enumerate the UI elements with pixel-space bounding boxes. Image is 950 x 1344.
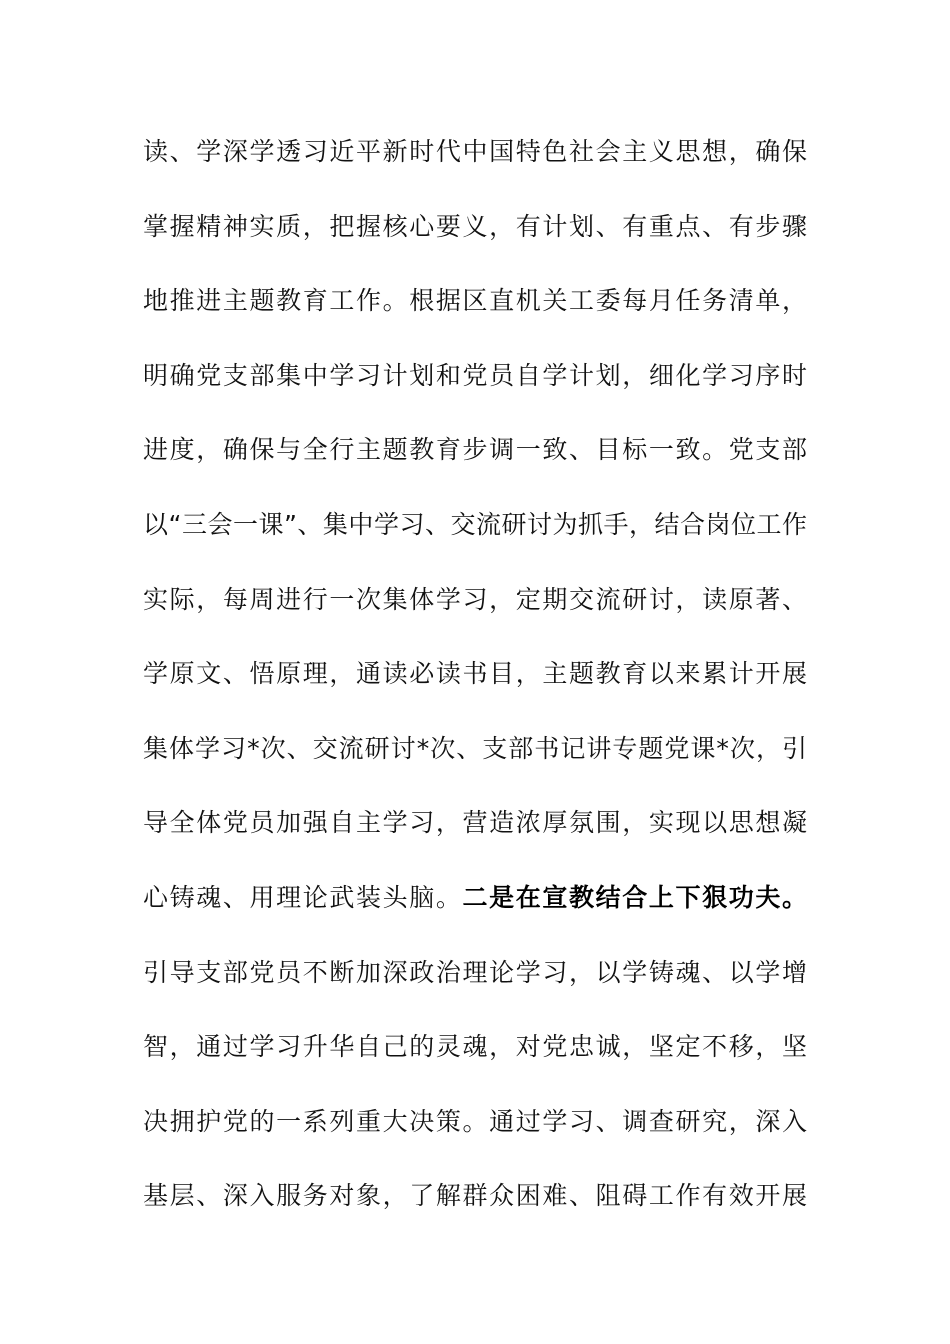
- text-line: 进度，确保与全行主题教育步调一致、目标一致。党支部: [143, 435, 807, 465]
- text-line: 实际，每周进行一次集体学习，定期交流研讨，读原著、: [143, 584, 807, 614]
- bold-subheading: 二是在宣教结合上下狠功夫。: [462, 882, 807, 912]
- text-line: 导全体党员加强自主学习，营造浓厚氛围，实现以思想凝: [143, 808, 807, 838]
- text-line: 以“三会一课”、集中学习、交流研讨为抓手，结合岗位工作: [143, 509, 807, 539]
- text-line: 基层、深入服务对象，了解群众困难、阻碍工作有效开展: [143, 1181, 807, 1211]
- text-line: 决拥护党的一系列重大决策。通过学习、调查研究，深入: [143, 1106, 807, 1136]
- text-segment: 心铸魂、用理论武装头脑。: [143, 882, 463, 912]
- body-text: [143, 128, 807, 1247]
- text-line: 读、学深学透习近平新时代中国特色社会主义思想，确保: [143, 137, 807, 166]
- text-line: 掌握精神实质，把握核心要义，有计划、有重点、有步骤: [143, 211, 807, 241]
- text-line: 明确党支部集中学习计划和党员自学计划，细化学习序时: [143, 360, 807, 390]
- text-line: 智，通过学习升华自己的灵魂，对党忠诚，坚定不移，坚: [143, 1032, 807, 1062]
- text-line: 引导支部党员不断加深政治理论学习，以学铸魂、以学增: [143, 957, 807, 987]
- text-line: 学原文、悟原理，通读必读书目，主题教育以来累计开展: [143, 659, 807, 689]
- text-line: 集体学习*次、交流研讨*次、支部书记讲专题党课*次，引: [143, 733, 807, 763]
- text-line-mixed: [143, 874, 807, 949]
- text-line: 地推进主题教育工作。根据区直机关工委每月任务清单，: [143, 286, 807, 316]
